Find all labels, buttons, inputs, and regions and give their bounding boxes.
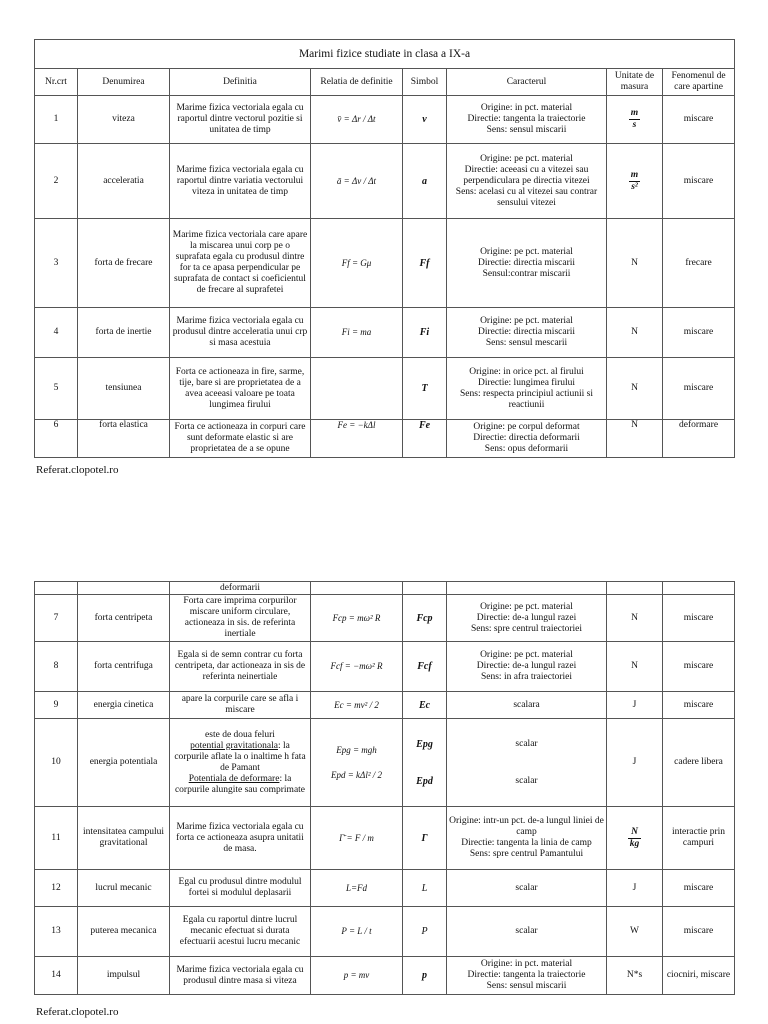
cell-def: Marime fizica vectoriala egala cu raportul dintre variatia vectorului viteza in unitatea de timp xyxy=(170,144,311,219)
def-text: : la corpurile aflate la o inaltime h fata de Pamant xyxy=(174,740,306,773)
cell-rel: L=Fd xyxy=(311,870,403,907)
cell-sym: Γ xyxy=(403,807,447,870)
cell-car: Origine: pe pct. material Directie: aceeasi cu a vitezei sau perpendiculara pe directia vitezei Sens: acelasi cu al vitezei sau contrar sensului vitezei xyxy=(447,144,607,219)
cell-sym: Fcp xyxy=(403,595,447,642)
cell-sym xyxy=(403,719,447,807)
cell-nr: 11 xyxy=(35,807,78,870)
cell-def: deformarii xyxy=(170,582,311,595)
table-page-1 xyxy=(34,39,735,458)
header-cell: Simbol xyxy=(403,69,447,96)
cell-car: Origine: in pct. material Directie: tangenta la traiectorie Sens: sensul miscarii xyxy=(447,96,607,144)
cell-name: impulsul xyxy=(78,957,170,995)
cell-sym: a xyxy=(403,144,447,219)
table-page-2 xyxy=(34,581,735,995)
sym-epg: Epg xyxy=(416,738,433,750)
cell-def: Forta ce actioneaza in fire, sarme, tije, bare si are proprietatea de a avea aceeasi valoare pe toata lungimea firului xyxy=(170,358,311,420)
cell-name: tensiunea xyxy=(78,358,170,420)
header-cell: Definitia xyxy=(170,69,311,96)
cell-nr: 6 xyxy=(35,420,78,458)
cell-car: scalara xyxy=(447,692,607,719)
cell-def: Marime fizica vectoriala egala cu raportul dintre vectorul pozitie si unitatea de timp xyxy=(170,96,311,144)
cell-fen: miscare xyxy=(663,907,735,957)
header-cell: Denumirea xyxy=(78,69,170,96)
cell-sym: Fe xyxy=(403,420,447,458)
cell-def: Egala cu raportul dintre lucrul mecanic efectuat si durata efectuarii acestui lucru mecanic xyxy=(170,907,311,957)
cell-nr: 13 xyxy=(35,907,78,957)
footer-source: Referat.clopotel.ro xyxy=(36,464,119,476)
table-row xyxy=(35,420,735,458)
cell-sym: Ec xyxy=(403,692,447,719)
cell-name: forta elastica xyxy=(78,420,170,458)
sym-epd: Epd xyxy=(416,775,433,787)
table-row xyxy=(35,719,735,807)
table-row xyxy=(35,807,735,870)
rel-epd: Epd = kΔl² / 2 xyxy=(330,769,383,780)
cell-def: Egal cu produsul dintre modulul fortei si modulul deplasarii xyxy=(170,870,311,907)
cell-car: Origine: in orice pct. al firului Directie: lungimea firului Sens: respecta principiul actiunii si reactiunii xyxy=(447,358,607,420)
cell-unit: N*s xyxy=(607,957,663,995)
cell-nr: 8 xyxy=(35,642,78,692)
cell-rel: ā = Δv / Δt xyxy=(311,144,403,219)
cell-fen: frecare xyxy=(663,219,735,308)
cell-unit: $\frac{N}{kg}$ xyxy=(607,807,663,870)
cell-car: Origine: intr-un pct. de-a lungul liniei de camp Directie: tangenta la linia de camp Sens: spre centrul Pamantului xyxy=(447,807,607,870)
header-cell: Unitate de masura xyxy=(607,69,663,96)
def-term-gravitational: potential gravitationala xyxy=(190,740,278,751)
cell-rel: Γ̄ = F / m xyxy=(311,807,403,870)
car-epd: scalar xyxy=(515,775,538,786)
cell-unit: N xyxy=(607,642,663,692)
cell-fen: miscare xyxy=(663,308,735,358)
cell-car xyxy=(447,719,607,807)
cell-nr: 14 xyxy=(35,957,78,995)
table-row xyxy=(35,219,735,308)
header-cell: Caracterul xyxy=(447,69,607,96)
cell-fen: ciocniri, miscare xyxy=(663,957,735,995)
footer-source: Referat.clopotel.ro xyxy=(36,1006,119,1018)
cell-def: Marime fizica vectoriala egala cu produsul dintre acceleratia unui crp si masa acestuia xyxy=(170,308,311,358)
cell-unit: $\frac{m}{s}$ xyxy=(607,96,663,144)
cell-nr: 12 xyxy=(35,870,78,907)
cell-sym: T xyxy=(403,358,447,420)
header-cell: Relatia de definitie xyxy=(311,69,403,96)
cell-unit: N xyxy=(607,595,663,642)
cell-fen: miscare xyxy=(663,642,735,692)
cell-rel: Fcf = −mω² R xyxy=(311,642,403,692)
def-term-deformation: Potentiala de deformare xyxy=(188,773,280,784)
cell-def: Forta ce actioneaza in corpuri care sunt deformate elastic si are proprietatea de a se opune xyxy=(170,420,311,458)
cell-fen: miscare xyxy=(663,358,735,420)
cell-car: Origine: pe corpul deformat Directie: directia deformarii Sens: opus deformarii xyxy=(447,420,607,458)
cell-fen: miscare xyxy=(663,870,735,907)
def-intro: este de doua feluri xyxy=(205,729,275,740)
cell-sym: P xyxy=(403,907,447,957)
cell-car: Origine: pe pct. material Directie: directia miscarii Sens: sensul mescarii xyxy=(447,308,607,358)
cell-sym: p xyxy=(403,957,447,995)
cell-fen: miscare xyxy=(663,692,735,719)
cell-unit: J xyxy=(607,719,663,807)
cell-name: forta de inertie xyxy=(78,308,170,358)
cell-sym: v xyxy=(403,96,447,144)
cell-unit: N xyxy=(607,308,663,358)
cell-unit: N xyxy=(607,358,663,420)
cell-nr: 1 xyxy=(35,96,78,144)
cell-fen: miscare xyxy=(663,595,735,642)
cell-def: Egala si de semn contrar cu forta centripeta, dar actioneaza in sis de referinta neinertiale xyxy=(170,642,311,692)
cell-name: intensitatea campului gravitational xyxy=(78,807,170,870)
cell-sym: Fi xyxy=(403,308,447,358)
cell-rel: Ff = Gμ xyxy=(311,219,403,308)
cell-fen: miscare xyxy=(663,96,735,144)
cell-sym: L xyxy=(403,870,447,907)
table-row xyxy=(35,144,735,219)
cell-nr: 4 xyxy=(35,308,78,358)
cell-name: acceleratia xyxy=(78,144,170,219)
table-row xyxy=(35,907,735,957)
cell-unit: N xyxy=(607,219,663,308)
cell-car: scalar xyxy=(447,870,607,907)
cell-unit: $\frac{m}{\text{s²}}$ xyxy=(607,144,663,219)
cell-rel: p = mv xyxy=(311,957,403,995)
cell-nr: 3 xyxy=(35,219,78,308)
table-row xyxy=(35,96,735,144)
cell-rel: Fe = −kΔl xyxy=(311,420,403,458)
cell-rel xyxy=(311,358,403,420)
cell-rel: Ec = mv² / 2 xyxy=(311,692,403,719)
cell-name: forta de frecare xyxy=(78,219,170,308)
cell-unit: J xyxy=(607,870,663,907)
cell-car: scalar xyxy=(447,907,607,957)
header-cell: Fenomenul de care apartine xyxy=(663,69,735,96)
def-text: : la corpurile alungite sau comprimate xyxy=(174,773,306,795)
cell-fen: deformare xyxy=(663,420,735,458)
cell-def: Marime fizica vectoriala egala cu produsul dintre masa si viteza xyxy=(170,957,311,995)
table-title: Marimi fizice studiate in clasa a IX-a xyxy=(35,40,735,69)
cell-name: energia potentiala xyxy=(78,719,170,807)
cell-rel: P = L / t xyxy=(311,907,403,957)
table-row xyxy=(35,595,735,642)
cell-unit: N xyxy=(607,420,663,458)
cell-def xyxy=(170,719,311,807)
header-cell: Nr.crt xyxy=(35,69,78,96)
cell-sym: Fcf xyxy=(403,642,447,692)
header-row xyxy=(35,69,735,96)
cell-name: energia cinetica xyxy=(78,692,170,719)
cell-name: lucrul mecanic xyxy=(78,870,170,907)
cell-rel: Fi = ma xyxy=(311,308,403,358)
cell-def: apare la corpurile care se afla i miscare xyxy=(170,692,311,719)
table-row xyxy=(35,870,735,907)
cell-unit: J xyxy=(607,692,663,719)
continuation-row xyxy=(35,582,735,595)
cell-def: Marime fizica vectoriala egala cu forta ce actioneaza asupra unitatii de masa. xyxy=(170,807,311,870)
cell-car: Origine: pe pct. material Directie: de-a lungul razei Sens: in afra traiectoriei xyxy=(447,642,607,692)
cell-nr: 5 xyxy=(35,358,78,420)
cell-nr: 9 xyxy=(35,692,78,719)
car-epg: scalar xyxy=(515,738,538,749)
cell-def: Marime fizica vectoriala care apare la miscarea unui corp pe o suprafata egala cu produsul dintre for ta ce apasa perpendicular pe suprafata de contact si coeficientul de frecare al suprafetei xyxy=(170,219,311,308)
cell-sym: Ff xyxy=(403,219,447,308)
cell-rel: Fcp = mω² R xyxy=(311,595,403,642)
cell-nr: 7 xyxy=(35,595,78,642)
table-row xyxy=(35,642,735,692)
cell-unit: W xyxy=(607,907,663,957)
cell-car: Origine: pe pct. material Directie: de-a lungul razei Sens: spre centrul traiectoriei xyxy=(447,595,607,642)
table-row xyxy=(35,957,735,995)
cell-nr: 2 xyxy=(35,144,78,219)
table-row xyxy=(35,358,735,420)
cell-car: Origine: pe pct. material Directie: directia miscarii Sensul:contrar miscarii xyxy=(447,219,607,308)
cell-nr: 10 xyxy=(35,719,78,807)
table-row xyxy=(35,692,735,719)
table-row xyxy=(35,308,735,358)
cell-name: forta centrifuga xyxy=(78,642,170,692)
cell-name: forta centripeta xyxy=(78,595,170,642)
rel-epg: Epg = mgh xyxy=(336,744,377,755)
cell-fen: cadere libera xyxy=(663,719,735,807)
cell-def: Forta care imprima corpurilor miscare uniform circulare, actioneaza in sis. de referinta inertiale xyxy=(170,595,311,642)
cell-name: puterea mecanica xyxy=(78,907,170,957)
cell-rel: v̄ = Δr / Δt xyxy=(311,96,403,144)
cell-car: Origine: in pct. material Directie: tangenta la traiectorie Sens: sensul miscarii xyxy=(447,957,607,995)
cell-fen: interactie prin campuri xyxy=(663,807,735,870)
cell-name: viteza xyxy=(78,96,170,144)
cell-fen: miscare xyxy=(663,144,735,219)
cell-rel xyxy=(311,719,403,807)
